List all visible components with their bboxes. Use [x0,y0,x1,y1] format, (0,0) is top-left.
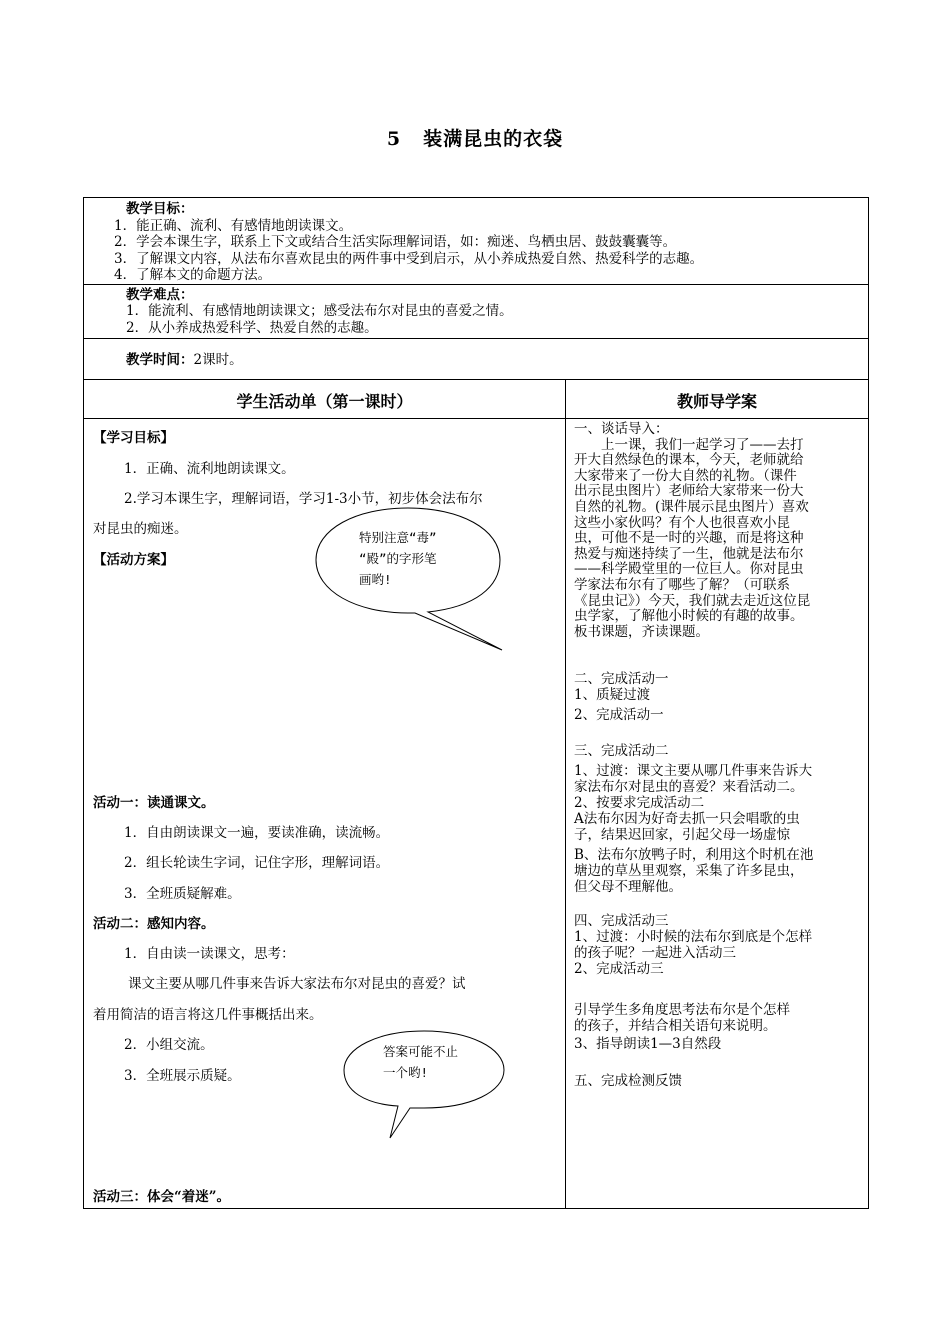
difficulty-item: 1．能流利、有感情地朗读课文；感受法布尔对昆虫的喜爱之情。 [126,303,513,319]
guide-line: 2、按要求完成活动二 [574,795,705,811]
bubble-1-line: 画哟! [359,572,392,587]
guide-line: 3、指导朗读1—3自然段 [574,1036,722,1052]
activity-1-heading: 活动一：读通课文。 [93,795,215,811]
guide-line: 1、过渡：小时候的法布尔到底是个怎样 [574,929,813,945]
activity-1-item: 2．组长轮读生字词，记住字形，理解词语。 [124,855,390,871]
guide-line: 2、完成活动一 [574,707,664,723]
guide-line: 上一课，我们一起学习了——去打 [574,436,804,453]
goal-item: 1．正确、流利地朗读课文。 [124,461,295,477]
guide-line: 四、完成活动三 [574,913,669,929]
activity-2-question-continued: 着用简洁的语言将这几件事概括出来。 [93,1007,323,1023]
guide-line: 开大自然绿色的课本，今天，老师就给 [574,452,804,469]
guide-line: 五、完成检测反馈 [574,1073,682,1089]
activity-2-item: 2．小组交流。 [124,1037,214,1053]
goal-item-continued: 对昆虫的痴迷。 [93,521,188,537]
activity-2-question: 课文主要从哪几件事来告诉大家法布尔对昆虫的喜爱？试 [128,976,466,992]
divider-time [83,379,868,380]
guide-line: 家法布尔对昆虫的喜爱？来看活动二。 [574,779,804,795]
left-column-header: 学生活动单（第一课时） [236,392,413,411]
guide-line: 学家法布尔有了哪些了解？（可联系 [574,577,790,593]
guide-line: 二、完成活动一 [574,671,669,687]
bubble-2-line: 一个哟! [383,1065,429,1080]
activity-2-heading: 活动二：感知内容。 [93,916,215,932]
guide-line: 子，结果迟回家，引起父母一场虚惊 [574,827,790,843]
difficulty-item: 2．从小养成热爱科学、热爱自然的志趣。 [126,320,378,336]
guide-line: 出示昆虫图片）老师给大家带来一份大 [574,483,804,500]
guide-line: 板书课题，齐读课题。 [574,623,709,640]
activity-1-item: 3．全班质疑解难。 [124,886,241,902]
guide-line: 2、完成活动三 [574,961,664,977]
bubble-2-line: 答案可能不止 [383,1044,459,1059]
divider-difficulties [83,338,868,339]
guide-line: 的孩子，并结合相关语句来说明。 [574,1018,777,1034]
guide-line: 热爱与痴迷持续了一生，他就是法布尔 [574,545,804,562]
activity-1-item: 1．自由朗读课文一遍，要读准确，读流畅。 [124,825,390,841]
objectives-heading: 教学目标： [126,201,194,217]
guide-line: B、法布尔放鸭子时，利用这个时机在池 [574,847,814,863]
bubble-1-line: 特别注意“毒” [359,530,437,545]
guide-line: 塘边的草丛里观察，采集了许多昆虫， [574,863,804,879]
objective-item: 4．了解本文的命题方法。 [114,267,272,283]
goal-item: 2.学习本课生字，理解词语，学习1-3小节，初步体会法布尔 [124,491,483,507]
objective-item: 3．了解课文内容，从法布尔喜欢昆虫的两件事中受到启示，从小养成热爱自然、热爱科学的志趣。 [114,251,704,267]
guide-line: 自然的礼物。(课件展示昆虫图片）喜欢 [574,499,809,515]
difficulties-heading: 教学难点： [126,287,194,303]
guide-line: 大家带来了一份大自然的礼物。（课件 [574,467,797,484]
guide-line: 这些小家伙吗？有个人也很喜欢小昆 [574,514,790,531]
activity-3-heading: 活动三：体会“着迷”。 [93,1189,231,1205]
guide-line: 1、质疑过渡 [574,687,651,703]
objective-item: 2．学会本课生字，联系上下文或结合生活实际理解词语，如：痴迷、鸟栖虫居、鼓鼓囊囊等。 [114,234,677,250]
guide-line: ——科学殿堂里的一位巨人。你对昆虫 [574,561,804,578]
guide-line: 引导学生多角度思考法布尔是个怎样 [574,1002,790,1018]
guide-line: 的孩子呢？一起进入活动三 [574,945,736,961]
guide-line: 1、过渡：课文主要从哪几件事来告诉大 [574,763,813,779]
activity-2-item: 3．全班展示质疑。 [124,1068,241,1084]
bubble-1-line: “殿”的字形笔 [359,551,437,566]
guide-line: 虫，可他不是一时的兴趣，而是将这种 [574,530,804,547]
page-title [0,124,950,151]
activity-2-item: 1．自由读一读课文，思考： [124,946,295,962]
divider-header [83,418,868,419]
right-column-header: 教师导学案 [676,392,757,411]
guide-line: A法布尔因为好奇去抓一只会唱歌的虫 [574,811,800,827]
teaching-time [126,352,243,368]
guide-line: 三、完成活动二 [574,743,669,759]
divider-objectives [83,284,868,285]
guide-line: 一、谈话导入： [574,421,669,437]
lesson-title: 装满昆虫的衣袋 [423,128,564,150]
objective-item: 1．能正确、流利、有感情地朗读课文。 [114,218,353,234]
goals-heading: 【学习目标】 [93,430,174,446]
plan-heading: 【活动方案】 [93,552,174,568]
time-value: 2课时。 [193,352,243,368]
guide-line: 但父母不理解他。 [574,879,682,895]
column-divider [565,379,566,1209]
lesson-number: 5 [386,128,402,150]
guide-line: 《昆虫记》）今天，我们就去走近这位昆 [574,592,811,609]
guide-line: 虫学家，了解他小时候的有趣的故事。 [574,608,804,625]
time-label: 教学时间： [126,352,194,368]
